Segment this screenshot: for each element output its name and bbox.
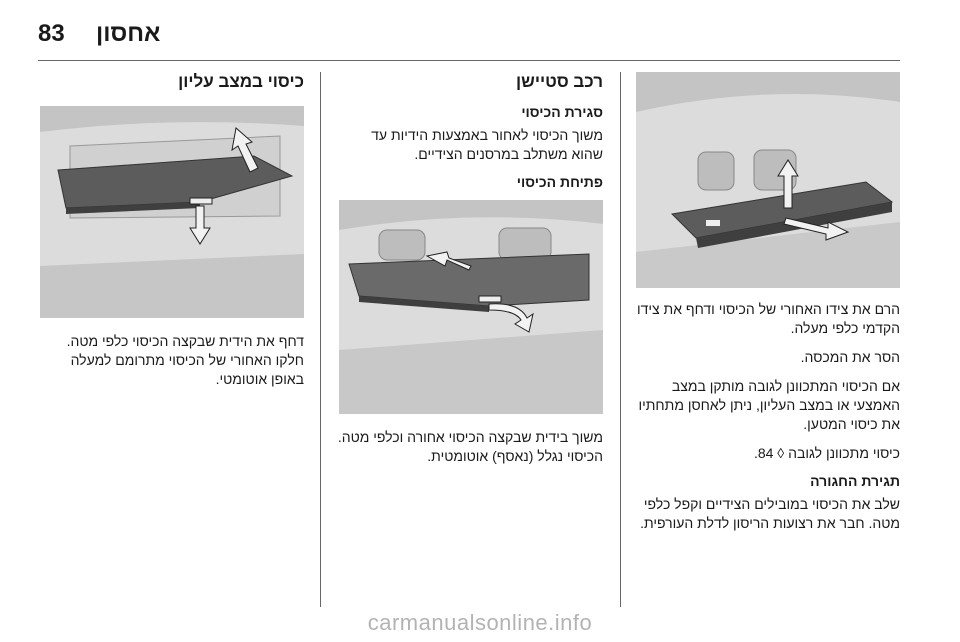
cargo-cover-lift-figure — [636, 72, 900, 288]
right-para-1: הרם את צידו האחורי של הכיסוי ודחף את צידו הקדמי כלפי מעלה. — [636, 301, 900, 336]
left-para: דחף את הידית שבקצה הכיסוי כלפי מטה. חלקו האחורי של הכיסוי מתרומם למעלה באופן אוטומטי. — [66, 333, 304, 387]
right-para-2: הסר את המכסה. — [800, 349, 900, 365]
column-divider-right — [620, 72, 621, 607]
section-title: אחסון — [96, 20, 161, 47]
cargo-cover-open-figure — [339, 200, 603, 414]
right-subheading: תגירת החגורה — [810, 473, 900, 489]
column-left — [38, 72, 304, 399]
header-rule — [38, 60, 900, 61]
cargo-cover-upper-figure — [40, 106, 304, 318]
watermark: carmanualsonline.info — [367, 610, 593, 635]
column-divider-left — [320, 72, 321, 607]
column-middle — [337, 72, 603, 476]
column-right — [636, 72, 900, 543]
right-para-5: שלב את הכיסוי במובילים הצידיים וקפל כלפי מטה. חבר את רצועות הריסון לדלת העורפית. — [640, 496, 900, 531]
right-para-4: כיסוי מתכוונן לגובה ◊ 84. — [753, 445, 900, 461]
page-number: 83 — [38, 20, 65, 47]
middle-heading: רכב סטיישן — [516, 72, 603, 91]
middle-para-closing: משוך הכיסוי לאחור באמצעות הידיות עד שהוא משתלב במרסנים הצידיים. — [371, 127, 603, 162]
middle-sub-opening: פתיחת הכיסוי — [516, 174, 603, 190]
right-para-3: אם הכיסוי המתכוונן לגובה מותקן במצב האמצעי או במצב העליון, ניתן לאחסן מתחתיו את כיסוי המטען. — [638, 378, 900, 432]
page-header — [0, 0, 960, 62]
middle-para-opening: משוך בידית שבקצה הכיסוי אחורה וכלפי מטה. הכיסוי נגלל (נאסף) אוטומטית. — [337, 429, 603, 464]
middle-sub-closing: סגירת הכיסוי — [521, 104, 603, 120]
left-heading: כיסוי במצב עליון — [178, 72, 304, 91]
